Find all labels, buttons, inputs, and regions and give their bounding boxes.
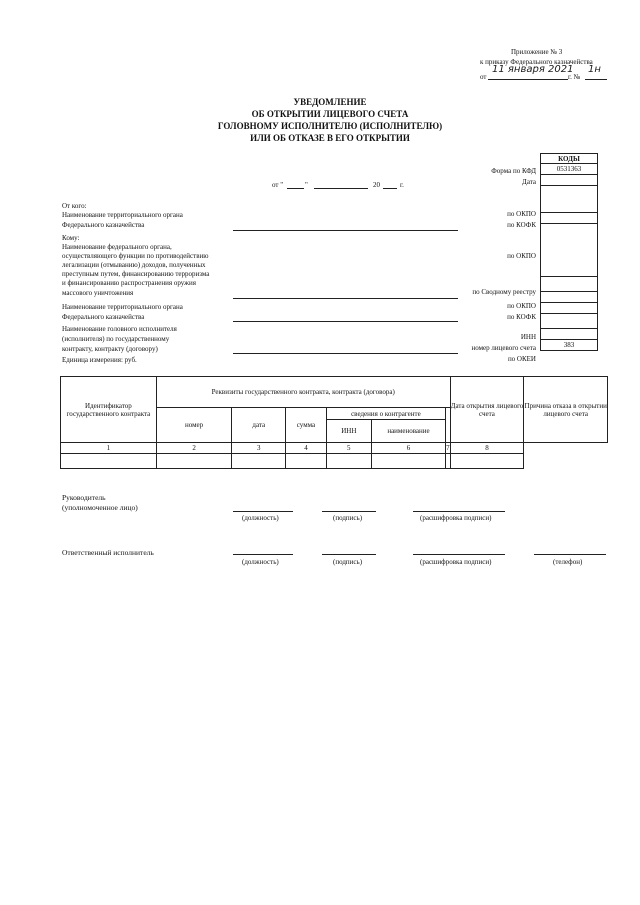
- col-num-8: 8: [450, 443, 524, 454]
- title-line2: ОБ ОТКРЫТИИ ЛИЦЕВОГО СЧЕТА: [251, 109, 409, 119]
- date-code-cell: [541, 175, 598, 186]
- kofk2-label: по КОФК: [507, 313, 536, 321]
- title-line1: УВЕДОМЛЕНИЕ: [293, 97, 367, 107]
- fed-org-line6: массового уничтожения: [62, 289, 134, 297]
- account-code-cell: [541, 329, 598, 340]
- from-label: От кого:: [62, 202, 87, 210]
- col-num-1: 1: [61, 443, 157, 454]
- head-label: Руководитель: [62, 493, 106, 502]
- table-row-empty-cell: [156, 454, 231, 469]
- codes-header: КОДЫ: [541, 154, 598, 164]
- th-inn: ИНН: [326, 420, 371, 443]
- date-from-label: от ": [272, 181, 284, 189]
- th-requisites: Реквизиты государственного контракта, контракта (договора): [156, 377, 450, 408]
- fed-org-line1: Наименование федерального органа,: [62, 243, 172, 251]
- head-position-caption: (должность): [242, 514, 279, 522]
- date-year-line: [383, 188, 397, 189]
- okpo3-label: по ОКПО: [507, 302, 536, 310]
- head-position-line: [233, 511, 293, 512]
- appendix-from-label: от: [480, 73, 487, 81]
- date-quote: ": [305, 181, 308, 189]
- contracts-table: [60, 376, 608, 469]
- table-row-empty-cell: [450, 454, 524, 469]
- date-label: Дата: [522, 178, 536, 186]
- head-signature-line: [322, 511, 376, 512]
- okei-code-cell: 383: [541, 340, 598, 351]
- appendix-line1: Приложение № 3: [511, 48, 563, 56]
- col-num-7: 7: [446, 444, 450, 452]
- th-reason: Причина отказа в открытии лицевого счета: [524, 377, 608, 443]
- th-date: дата: [232, 408, 286, 443]
- fed-org-line5: и финансированию распространения оружия: [62, 279, 196, 287]
- date-day-line: [287, 188, 304, 189]
- okpo1-code-cell: [541, 186, 598, 213]
- appendix-date-line: [488, 79, 568, 80]
- executor-phone-line: [534, 554, 606, 555]
- head-exec-line: [233, 353, 458, 354]
- table-row-empty-cell: [232, 454, 286, 469]
- date-g: г.: [400, 181, 404, 189]
- kofk2-code-cell: [541, 303, 598, 314]
- executor-signature-caption: (подпись): [333, 558, 363, 566]
- form-label: Форма по КФД: [491, 167, 536, 175]
- inn-label: ИНН: [520, 333, 536, 341]
- col-num-4: 4: [286, 443, 326, 454]
- head-exec-line3: контракту, контракту (договору): [62, 345, 158, 353]
- unit-label: Единица измерения: руб.: [62, 356, 137, 364]
- fed-treasury-label: Федерального казначейства: [62, 221, 145, 229]
- title-line3: ГОЛОВНОМУ ИСПОЛНИТЕЛЮ (ИСПОЛНИТЕЛЮ): [217, 121, 443, 131]
- th-open-date: Дата открытия лицевого счета: [450, 377, 524, 443]
- executor-label: Ответственный исполнитель: [62, 548, 154, 557]
- executor-phone-caption: (телефон): [553, 558, 583, 566]
- account-number-label: номер лицевого счета: [471, 344, 536, 352]
- appendix-number-handwritten: 1н: [588, 64, 601, 75]
- kofk1-label: по КОФК: [507, 221, 536, 229]
- table-row-empty-cell: [61, 454, 157, 469]
- head-exec-line2: (исполнителя) по государственному: [62, 335, 170, 343]
- col-num-5: 5: [326, 443, 371, 454]
- table-row-empty-cell: [326, 454, 371, 469]
- col-num-6: 6: [371, 443, 445, 454]
- fed-org-line: [233, 298, 458, 299]
- fed-org-line2: осуществляющего функции по противодействию: [62, 252, 209, 260]
- fed-org-line3: легализации (отмыванию) доходов, полученных: [62, 261, 206, 269]
- col-num-3: 3: [232, 443, 286, 454]
- head-decoding-caption: (расшифровка подписи): [420, 514, 492, 522]
- fed-treasury2-label: Федерального казначейства: [62, 313, 145, 321]
- head-label-authorized: (уполномоченное лицо): [62, 503, 138, 512]
- executor-decoding-caption: (расшифровка подписи): [420, 558, 492, 566]
- th-sum: сумма: [286, 408, 326, 443]
- okei-label: по ОКЕИ: [507, 355, 536, 363]
- col-num-2: 2: [156, 443, 231, 454]
- head-signature-caption: (подпись): [333, 514, 363, 522]
- okpo3-code-cell: [541, 292, 598, 303]
- title-line4: ИЛИ ОБ ОТКАЗЕ В ЕГО ОТКРЫТИИ: [250, 133, 410, 143]
- appendix-date-handwritten: 11 января 2021: [492, 64, 574, 75]
- executor-signature-line: [322, 554, 376, 555]
- executor-position-line: [233, 554, 293, 555]
- appendix-number-label: г. №: [568, 73, 581, 81]
- okpo2-code-cell: [541, 224, 598, 277]
- th-name: наименование: [371, 420, 445, 443]
- table-row-empty-cell: [286, 454, 326, 469]
- appendix-line2: к приказу Федерального казначейства: [480, 58, 593, 66]
- terr-org-line: [233, 230, 458, 231]
- th-identifier: Идентификатор государственного контракта: [61, 377, 157, 443]
- terr-org2-line: [233, 321, 458, 322]
- executor-decoding-line: [413, 554, 505, 555]
- fed-org-line4: преступным путем, финансированию терроризма: [62, 270, 210, 278]
- okpo2-label: по ОКПО: [507, 252, 536, 260]
- head-exec-line1: Наименование головного исполнителя: [62, 325, 177, 333]
- head-decoding-line: [413, 511, 505, 512]
- to-label: Кому:: [62, 234, 80, 242]
- terr-org2-label: Наименование территориального органа: [62, 303, 183, 311]
- th-number: номер: [156, 408, 231, 443]
- th-counterparty: сведения о контрагенте: [326, 408, 445, 420]
- date-year-prefix: 20: [373, 181, 380, 189]
- kofk1-code-cell: [541, 213, 598, 224]
- codes-table: [540, 153, 598, 351]
- form-code-cell: 0531363: [541, 164, 598, 175]
- table-row-empty-cell: [371, 454, 445, 469]
- terr-org-label: Наименование территориального органа: [62, 211, 183, 219]
- inn-code-cell: [541, 314, 598, 329]
- registry-code-cell: [541, 277, 598, 292]
- appendix-number-line: [585, 79, 607, 80]
- date-month-line: [314, 188, 368, 189]
- okpo1-label: по ОКПО: [507, 210, 536, 218]
- executor-position-caption: (должность): [242, 558, 279, 566]
- registry-label: по Сводному реестру: [472, 288, 536, 296]
